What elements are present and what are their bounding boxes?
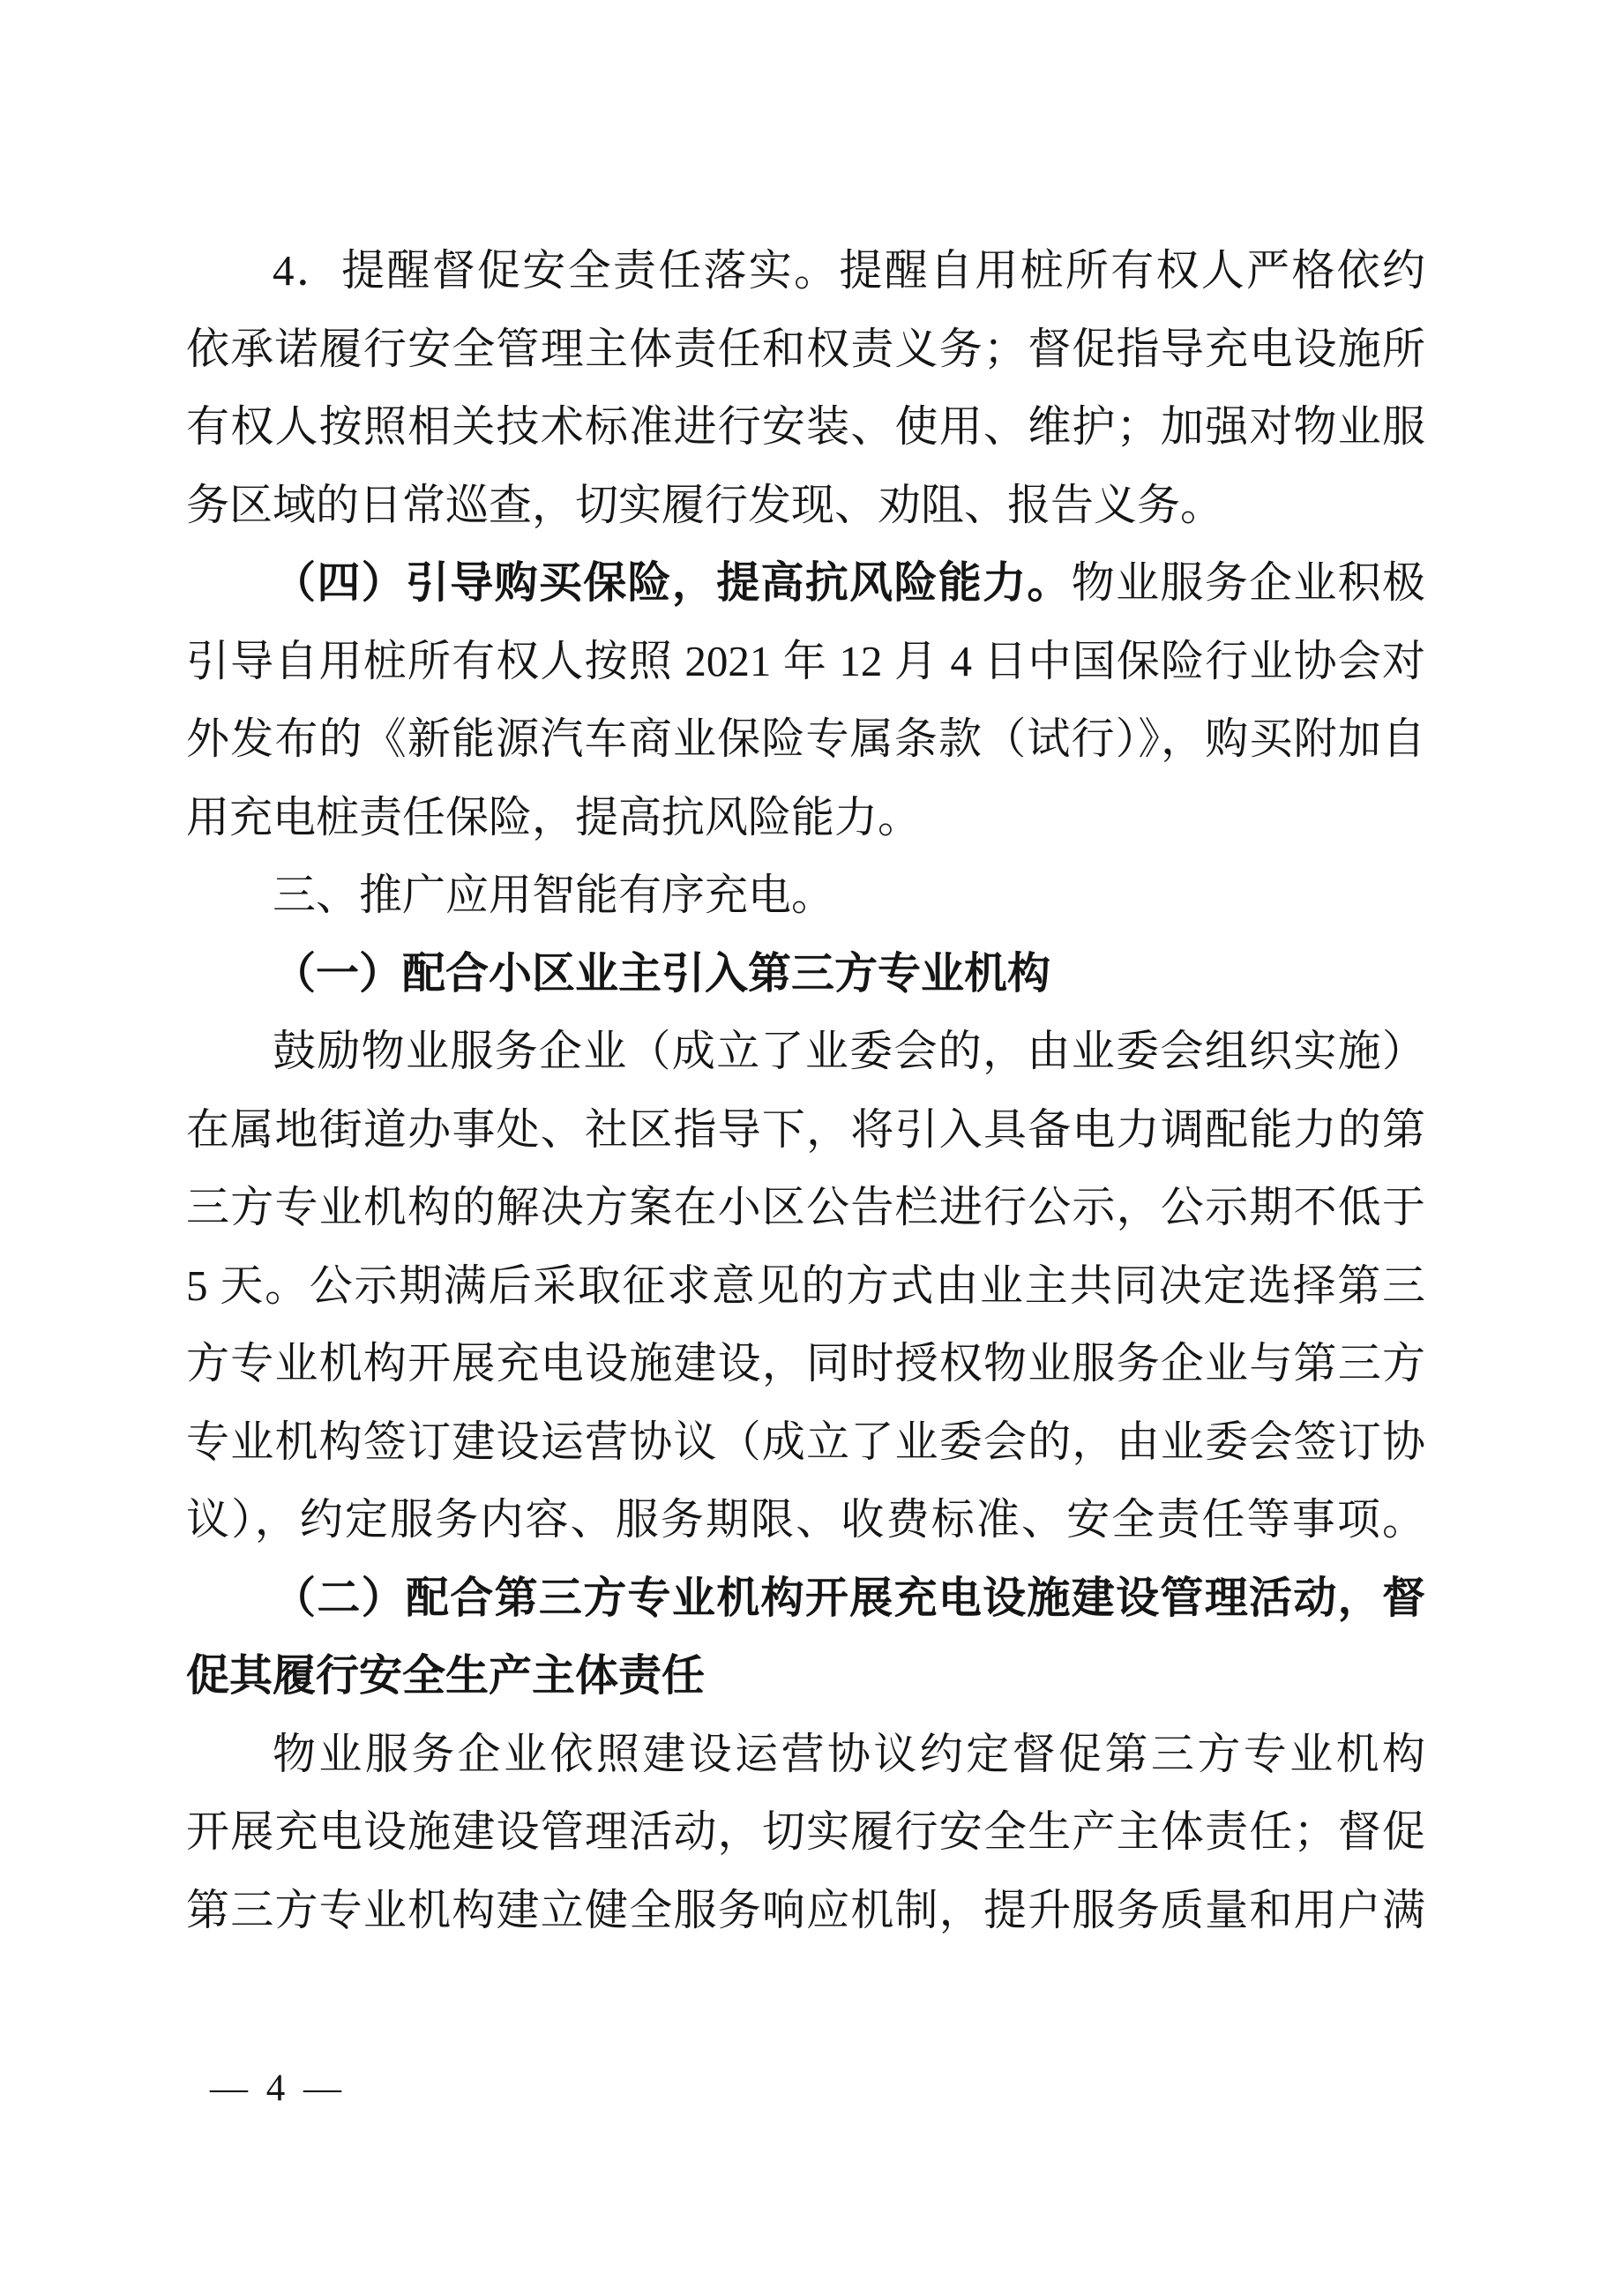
text-segment: 用充电桩责任保险，提高抗风险能力。	[186, 792, 922, 841]
text-segment: 引导自用桩所有权人按照 2021 年 12 月 4 日中国保险行业协会对	[186, 636, 1425, 685]
text-segment: 物业服务企业依照建设运营协议约定督促第三方专业机构	[273, 1729, 1425, 1778]
text-line	[186, 1793, 1425, 1872]
text-segment: 三、推广应用智能有序充电。	[273, 871, 835, 919]
text-segment: 外发布的《新能源汽车商业保险专属条款（试行）》，购买附加自	[186, 714, 1425, 763]
bold-text-segment: （一）配合小区业主引入第三方专业机构	[273, 948, 1051, 998]
text-line	[186, 1481, 1425, 1559]
text-segment: 方专业机构开展充电设施建设，同时授权物业服务企业与第三方	[186, 1339, 1425, 1387]
bold-text-segment: （二）配合第三方专业机构开展充电设施建设管理活动，督	[273, 1573, 1425, 1622]
text-segment: 鼓励物业服务企业（成立了业委会的，由业委会组织实施）	[273, 1027, 1425, 1075]
text-line	[186, 1325, 1425, 1403]
text-line	[186, 1637, 1425, 1716]
text-segment: 物业服务企业积极	[1071, 558, 1425, 607]
text-line	[186, 1091, 1425, 1170]
text-segment: 务区域的日常巡查，切实履行发现、劝阻、报告义务。	[186, 480, 1224, 529]
text-line	[186, 856, 1425, 935]
text-segment: 依承诺履行安全管理主体责任和权责义务；督促指导充电设施所	[186, 324, 1425, 373]
text-line	[186, 935, 1425, 1013]
text-segment: 第三方专业机构建立健全服务响应机制，提升服务质量和用户满	[186, 1885, 1425, 1934]
text-line	[186, 1013, 1425, 1091]
bold-text-segment: （四）引导购买保险，提高抗风险能力。	[273, 558, 1072, 607]
text-line	[186, 467, 1425, 545]
text-segment: 有权人按照相关技术标准进行安装、使用、维护；加强对物业服	[186, 402, 1425, 451]
text-segment: 在属地街道办事处、社区指导下，将引入具备电力调配能力的第	[186, 1104, 1425, 1154]
text-line	[186, 1169, 1425, 1247]
text-segment: 4．提醒督促安全责任落实。提醒自用桩所有权人严格依约	[273, 246, 1425, 295]
text-line	[186, 1247, 1425, 1326]
text-line	[186, 388, 1425, 467]
text-segment: 开展充电设施建设管理活动，切实履行安全生产主体责任；督促	[186, 1807, 1425, 1856]
document-body	[186, 232, 1425, 1949]
text-line	[186, 1403, 1425, 1482]
text-line	[186, 1872, 1425, 1950]
page-number: — 4 —	[210, 2068, 346, 2109]
text-line	[186, 1559, 1425, 1638]
text-line	[186, 623, 1425, 701]
page-footer	[210, 2062, 346, 2115]
text-line	[186, 232, 1425, 310]
text-line	[186, 1716, 1425, 1794]
text-segment: 议），约定服务内容、服务期限、收费标准、安全责任等事项。	[186, 1495, 1425, 1544]
text-line	[186, 779, 1425, 857]
text-line	[186, 544, 1425, 623]
text-segment: 三方专业机构的解决方案在小区公告栏进行公示，公示期不低于	[186, 1183, 1425, 1231]
text-line	[186, 700, 1425, 779]
text-segment: 5 天。公示期满后采取征求意见的方式由业主共同决定选择第三	[186, 1260, 1425, 1310]
bold-text-segment: 促其履行安全生产主体责任	[186, 1651, 706, 1700]
text-segment: 专业机构签订建设运营协议（成立了业委会的，由业委会签订协	[186, 1417, 1425, 1466]
text-line	[186, 310, 1425, 389]
